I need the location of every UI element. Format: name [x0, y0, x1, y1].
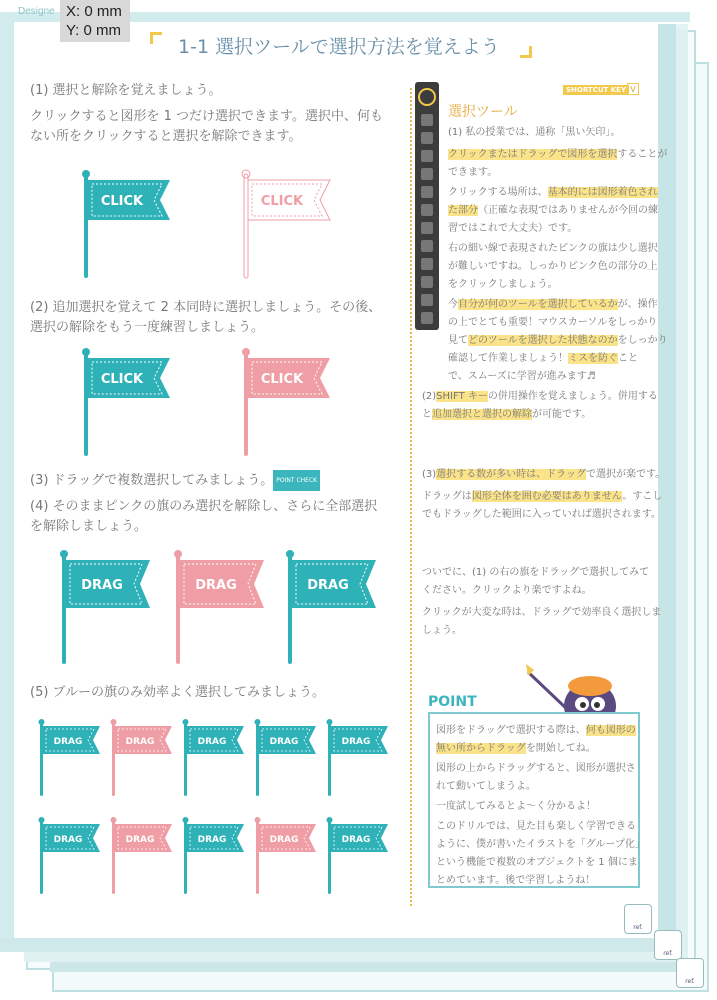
sidebar-text — [448, 146, 667, 164]
sidebar-text: の上でとても重要！マウスカーソルをしっかり — [448, 317, 658, 328]
flag-label: DRAG — [307, 578, 349, 593]
small-flag-teal[interactable] — [180, 718, 250, 798]
direct-selection-icon[interactable] — [421, 114, 433, 126]
highlight: 追加選択と選択の解除 — [432, 409, 532, 420]
point-text: 一度試してみるとよ〜く分かるよ！ — [436, 801, 596, 812]
question-3 — [30, 470, 320, 491]
flag-label: DRAG — [53, 737, 83, 747]
sidebar-text: できます。 — [448, 167, 498, 178]
flag-label: CLICK — [260, 372, 304, 387]
small-flag-teal[interactable] — [36, 718, 106, 798]
rectangle-tool-icon[interactable] — [421, 150, 433, 162]
sidebar-text-part: が、操作 — [617, 299, 658, 310]
highlight: SHIFT キー — [436, 391, 488, 402]
point-text-part: を開始してね。 — [525, 743, 596, 754]
sidebar-text — [422, 466, 665, 484]
flag-click-teal[interactable] — [78, 168, 178, 280]
page-edge — [0, 22, 14, 952]
question-5: (5) ブルーの旗のみ効率よく選択してみましょう。 — [30, 685, 326, 700]
highlight: 何も図形の — [585, 725, 636, 736]
highlight: 無い所からドラッグ — [436, 743, 526, 754]
sidebar-text — [448, 296, 658, 314]
flag-label: DRAG — [341, 835, 371, 845]
sidebar-text-part: 見て — [448, 335, 468, 346]
sidebar-heading: 選択ツール — [448, 104, 518, 120]
sidebar-text-part: と — [422, 409, 432, 420]
small-flag-teal[interactable] — [36, 816, 106, 896]
small-flag-teal[interactable] — [180, 816, 250, 896]
flag-label: CLICK — [260, 194, 304, 209]
sidebar-text: しょう。 — [422, 625, 462, 636]
type-tool-icon[interactable] — [421, 204, 433, 216]
ref-logo: ref. — [676, 958, 704, 988]
point-text — [436, 740, 596, 758]
sidebar-text: が難しいですね。しっかりピンク色の部分の上 — [448, 261, 658, 272]
pen-tool-icon[interactable] — [421, 132, 433, 144]
sidebar-text: をクリックしましょう。 — [448, 279, 558, 290]
point-text — [436, 722, 636, 740]
eyedropper-tool-icon[interactable] — [421, 276, 433, 288]
ref-logo: ref. — [624, 904, 652, 934]
flag-click-teal[interactable] — [78, 346, 178, 458]
sidebar-text-part: (3) — [422, 469, 437, 480]
page-edge — [0, 938, 676, 952]
sidebar-text-part: 確認して作業しましょう！ — [448, 353, 568, 364]
shortcut-key-badge: V — [627, 83, 639, 95]
sidebar-text: 習ではこれで大丈夫）です。 — [448, 223, 578, 234]
small-flag-teal[interactable] — [324, 816, 394, 896]
brush-tool-icon[interactable] — [421, 186, 433, 198]
sidebar-text: ください。クリックより楽ですよね。 — [422, 585, 592, 596]
highlight: 選択する数が多い時は、ドラッグ — [436, 469, 586, 480]
highlight: 基本的には図形着色され — [547, 187, 658, 198]
tools-panel — [415, 82, 439, 330]
question-1-desc: クリックすると図形を 1 つだけ選択できます。選択中、何も — [30, 109, 383, 124]
y-coordinate: Y: 0 mm — [66, 22, 122, 39]
flag-label: DRAG — [269, 835, 299, 845]
question-2-desc: 選択の解除をもう一度練習しましょう。 — [30, 320, 265, 335]
zoom-tool-icon[interactable] — [421, 312, 433, 324]
shortcut-key-label: SHORTCUT KEY — [563, 85, 629, 95]
sidebar-text-part: クリックする場所は、 — [448, 187, 548, 198]
flag-drag-teal[interactable] — [56, 548, 156, 666]
title-bracket-right — [520, 46, 532, 58]
question-4-desc: を解除しましょう。 — [30, 519, 148, 534]
question-4: (4) そのままピンクの旗のみ選択を解除し、さらに全部選択 — [30, 499, 378, 514]
flag-label: CLICK — [100, 194, 144, 209]
sidebar-text-part: が可能です。 — [532, 409, 592, 420]
rotate-tool-icon[interactable] — [421, 222, 433, 234]
sidebar-text-part: の併用操作を覚えましょう。併用する — [487, 391, 658, 402]
small-flag-pink[interactable] — [108, 718, 178, 798]
highlight: 図形全体を囲む必要はありません — [471, 491, 623, 502]
flag-label: DRAG — [269, 737, 299, 747]
flag-click-pink[interactable] — [238, 346, 338, 458]
point-text: このドリルでは、見た目も楽しく学習できる — [436, 821, 636, 832]
highlight: どのツールを選択した状態なのか — [468, 335, 618, 346]
highlight: た部分 — [448, 205, 478, 216]
flag-drag-teal[interactable] — [282, 548, 382, 666]
page-edge — [24, 952, 688, 962]
flag-drag-pink[interactable] — [170, 548, 270, 666]
sidebar-text-part: （正確な表現ではありませんが今回の練 — [478, 205, 658, 216]
point-check-badge: POINT CHECK — [273, 470, 320, 491]
sidebar-text-part: こと — [618, 353, 638, 364]
point-text: 図形の上からドラッグすると、図形が選択さ — [436, 763, 636, 774]
sidebar-text-part: (2) — [422, 391, 437, 402]
selection-tool-icon[interactable] — [418, 88, 436, 106]
highlight: ミスを防ぐ — [568, 353, 618, 364]
sidebar-text: 右の細い線で表現されたピンクの旗は少し選択 — [448, 243, 658, 254]
title-bracket-left — [150, 32, 162, 44]
pencil-tool-icon[interactable] — [421, 168, 433, 180]
page-edge — [50, 962, 700, 972]
highlight: クリックまたはドラッグで図形を選択 — [448, 149, 618, 160]
page-edge — [676, 30, 688, 960]
sidebar-text-part: をしっかり — [617, 335, 668, 346]
point-text: とめています。後で学習しようね！ — [436, 875, 596, 886]
sidebar-text: (1) 私の授業では、通称「黒い矢印」。 — [448, 127, 621, 138]
flag-label: CLICK — [100, 372, 144, 387]
question-3-text: (3) ドラッグで複数選択してみましょう。 — [30, 473, 274, 488]
flag-label: DRAG — [195, 578, 237, 593]
question-1-desc: ない所をクリックすると選択を解除できます。 — [30, 129, 302, 144]
sidebar-text — [422, 406, 591, 424]
ref-logo: ref. — [654, 930, 682, 960]
title-text: 1-1 選択ツールで選択方法を覚えよう — [178, 36, 500, 58]
point-text-part: 図形をドラッグで選択する際は、 — [436, 725, 586, 736]
hand-tool-icon[interactable] — [421, 294, 433, 306]
flag-label: DRAG — [125, 737, 155, 747]
sidebar-text — [448, 350, 638, 368]
flag-label: DRAG — [53, 835, 83, 845]
sidebar-text — [448, 184, 658, 202]
small-flag-teal[interactable] — [252, 718, 322, 798]
small-flag-teal[interactable] — [324, 718, 394, 798]
point-label: POINT — [428, 694, 477, 710]
sidebar-text-part: 今 — [448, 299, 458, 310]
sidebar-text: ついでに、(1) の右の旗をドラッグで選択してみて — [422, 567, 650, 578]
sidebar-text — [422, 488, 662, 506]
sidebar-text-part: 。すこし — [622, 491, 663, 502]
flag-click-pink-outline[interactable] — [238, 168, 338, 280]
column-divider — [410, 88, 412, 906]
small-flag-pink[interactable] — [108, 816, 178, 896]
sidebar-text: でもドラッグした範囲に入っていれば選択されます。 — [422, 509, 661, 520]
highlight: 自分が何のツールを選択しているか — [458, 299, 618, 310]
flag-label: DRAG — [341, 737, 371, 747]
page-title — [150, 30, 530, 60]
eraser-tool-icon[interactable] — [421, 240, 433, 252]
x-coordinate: X: 0 mm — [66, 3, 122, 20]
flag-label: DRAG — [81, 578, 123, 593]
sidebar-text-part: で選択が楽です。 — [585, 469, 666, 480]
point-text: れて動いてしまうよ。 — [436, 781, 536, 792]
flag-label: DRAG — [197, 835, 227, 845]
flag-label: DRAG — [197, 737, 227, 747]
sidebar-text — [422, 388, 658, 406]
brand-label: Designe — [18, 6, 55, 17]
point-text: ように、僕が書いたイラストを「グループ化」 — [436, 839, 645, 850]
sidebar-text: クリックが大変な時は、ドラッグで効率良く選択しま — [422, 607, 662, 618]
sidebar-text — [448, 332, 668, 350]
sidebar-text-part: することが — [617, 149, 668, 160]
sidebar-text-part: ドラッグは — [422, 491, 472, 502]
gradient-tool-icon[interactable] — [421, 258, 433, 270]
question-2: (2) 追加選択を覚えて 2 本同時に選択しましょう。その後、 — [30, 300, 382, 315]
question-1: (1) 選択と解除を覚えましょう。 — [30, 83, 222, 98]
point-text: という機能で複数のオブジェクトを 1 個にま — [436, 857, 638, 868]
sidebar-text: で、スムーズに学習が進みます♬ — [448, 371, 596, 382]
coordinate-readout — [60, 0, 130, 42]
flag-label: DRAG — [125, 835, 155, 845]
small-flag-pink[interactable] — [252, 816, 322, 896]
sidebar-text — [448, 202, 658, 220]
